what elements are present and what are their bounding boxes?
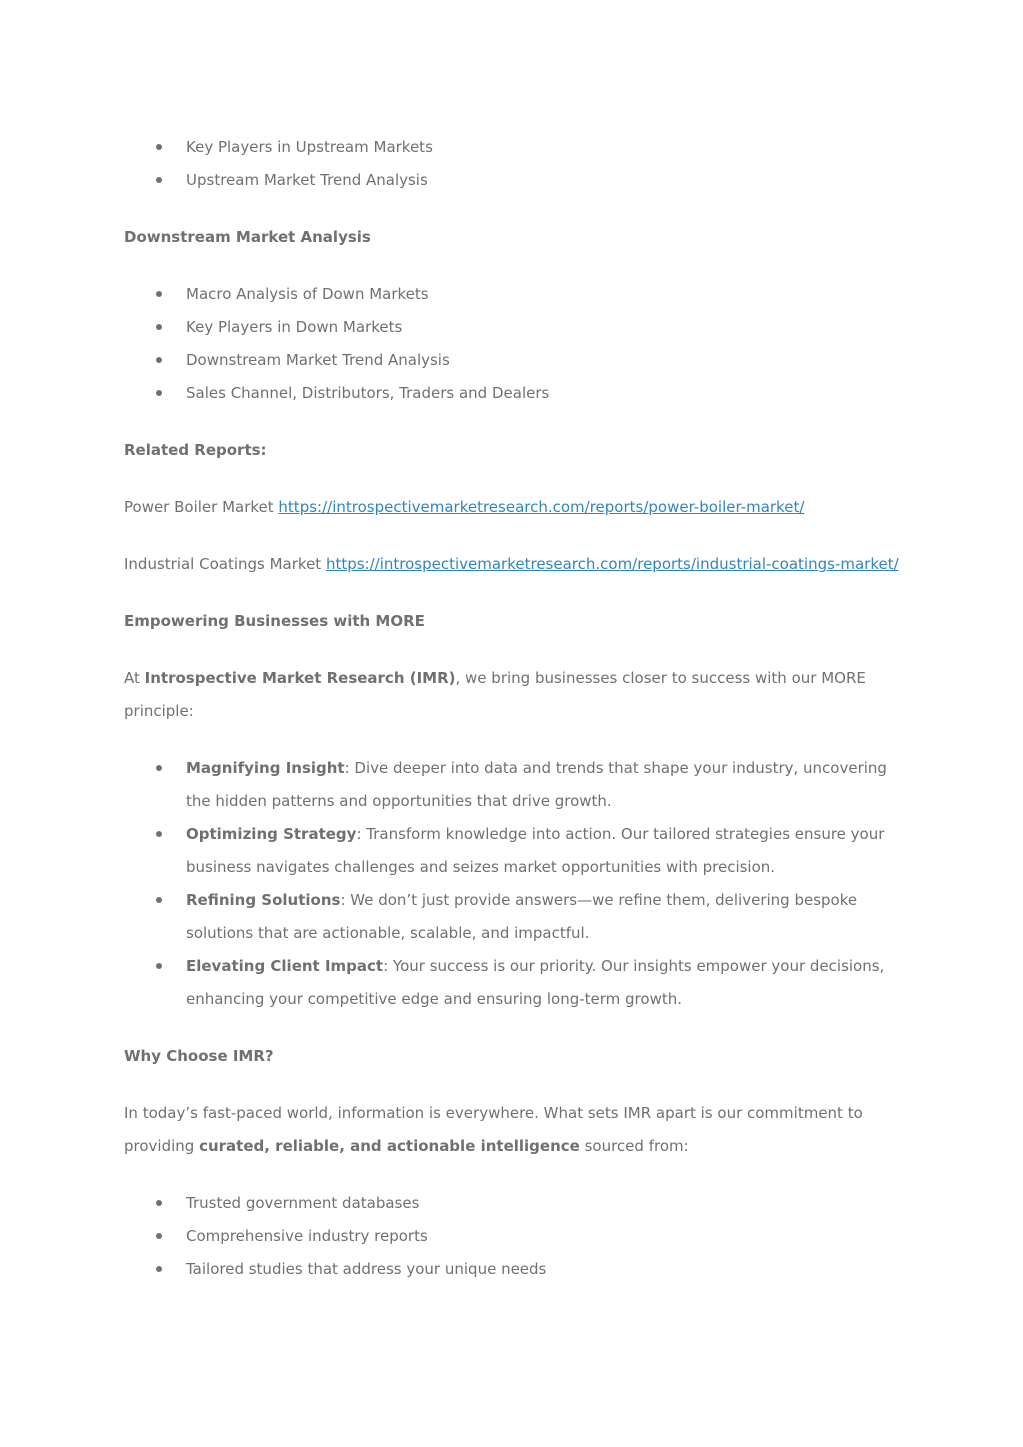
empowering-intro [124,662,904,728]
item-title: Optimizing Strategy [186,825,357,843]
related-reports-heading: Related Reports: [124,441,267,459]
item-text: : Dive deeper into data and trends that shape your industry, uncovering the hidden patterns and opportunities that drive growth. [186,759,887,810]
report-label: Industrial Coatings Market [124,555,326,573]
more-principle-list [124,752,904,1016]
list-item: Comprehensive industry reports [124,1220,904,1253]
list-item: Macro Analysis of Down Markets [124,278,904,311]
item-title: Magnifying Insight [186,759,345,777]
list-item: Tailored studies that address your unique needs [124,1253,904,1286]
intro-text: At [124,669,145,687]
report-link[interactable]: https://introspectivemarketresearch.com/reports/power-boiler-market/ [278,498,805,516]
intro-bold: curated, reliable, and actionable intelligence [199,1137,580,1155]
list-item [124,818,904,884]
intro-text: In today’s fast-paced world, information is everywhere. What sets IMR apart is our commitment to providing [124,1104,863,1155]
item-text: : Transform knowledge into action. Our tailored strategies ensure your business navigates challenges and seizes market opportunities with precision. [186,825,885,876]
downstream-list [124,278,904,410]
upstream-list [124,131,904,197]
list-item: Sales Channel, Distributors, Traders and Dealers [124,377,904,410]
item-title: Refining Solutions [186,891,341,909]
list-item [124,884,904,950]
related-report-power-boiler [124,491,904,524]
downstream-heading: Downstream Market Analysis [124,228,371,246]
why-choose-heading: Why Choose IMR? [124,1047,274,1065]
list-item: Trusted government databases [124,1187,904,1220]
related-report-industrial-coatings [124,548,904,581]
list-item [124,752,904,818]
list-item: Upstream Market Trend Analysis [124,164,904,197]
empowering-heading: Empowering Businesses with MORE [124,612,425,630]
list-item [124,950,904,1016]
list-item: Key Players in Down Markets [124,311,904,344]
report-link[interactable]: https://introspectivemarketresearch.com/reports/industrial-coatings-market/ [325,555,899,573]
list-item: Key Players in Upstream Markets [124,131,904,164]
report-label: Power Boiler Market [124,498,279,516]
intro-bold: Introspective Market Research (IMR) [144,669,456,687]
why-choose-intro [124,1097,904,1163]
item-text: : Your success is our priority. Our insights empower your decisions, enhancing your competitive edge and ensuring long-term growth. [186,957,885,1008]
list-item: Downstream Market Trend Analysis [124,344,904,377]
intro-text: , we bring businesses closer to success with our MORE principle: [124,669,866,720]
sources-list [124,1187,904,1286]
item-title: Elevating Client Impact [186,957,384,975]
item-text: : We don’t just provide answers—we refine them, delivering bespoke solutions that are actionable, scalable, and impactful. [186,891,858,942]
intro-text: sourced from: [579,1137,689,1155]
